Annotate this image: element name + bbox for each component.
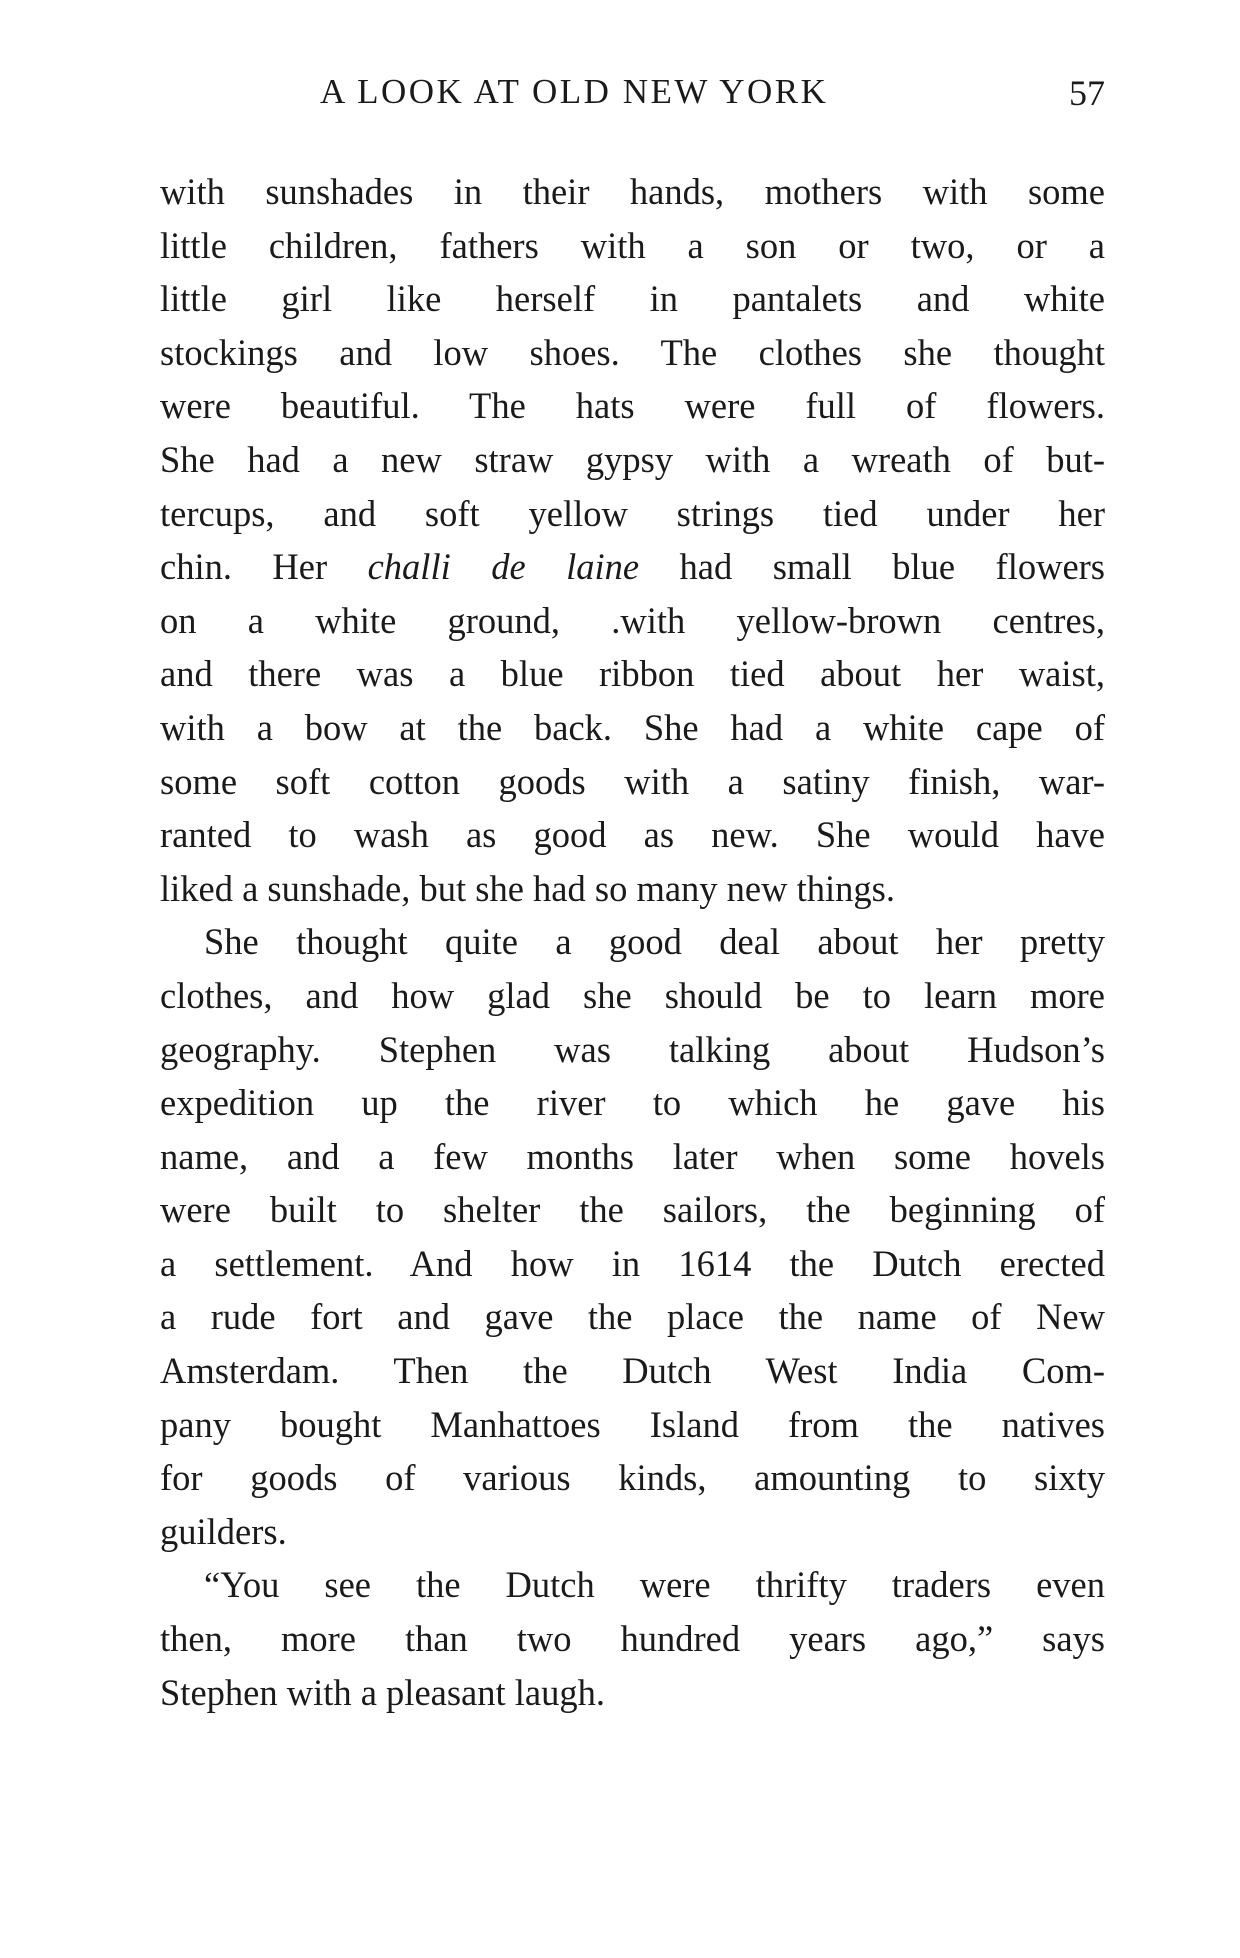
text-line: guilders.	[160, 1510, 287, 1552]
running-title: A LOOK AT OLD NEW YORK	[320, 72, 829, 111]
text-line: Stephen with a pleasant laugh.	[160, 1671, 605, 1713]
text-line: name, and a few months later when some hovels	[160, 1135, 1105, 1177]
text-fragment: chin. Her	[160, 546, 368, 588]
text-line: with sunshades in their hands, mothers with some	[160, 171, 1105, 212]
text-line: clothes, and how glad she should be to learn more	[160, 974, 1105, 1016]
page-number: 57	[1069, 73, 1105, 113]
italic-phrase: challi de laine	[367, 546, 640, 588]
text-line: and there was a blue ribbon tied about her waist,	[160, 653, 1105, 695]
text-line: She had a new straw gypsy with a wreath of but-	[160, 438, 1105, 480]
text-line	[160, 540, 1105, 594]
text-line: were built to shelter the sailors, the beginning of	[160, 1189, 1105, 1231]
body-text	[160, 165, 1105, 1719]
text-line: ranted to wash as good as new. She would have	[160, 814, 1105, 856]
text-line: were beautiful. The hats were full of flowers.	[160, 385, 1105, 427]
text-fragment: had small blue flowers	[639, 546, 1106, 588]
text-line: pany bought Manhattoes Island from the natives	[160, 1403, 1105, 1445]
text-line: She thought quite a good deal about her pretty	[204, 921, 1105, 963]
text-line: on a white ground, .with yellow-brown centres,	[160, 599, 1105, 641]
text-line: “You see the Dutch were thrifty traders even	[204, 1564, 1105, 1606]
text-line: expedition up the river to which he gave his	[160, 1082, 1105, 1124]
text-line: for goods of various kinds, amounting to sixty	[160, 1457, 1105, 1499]
text-line: geography. Stephen was talking about Hudson’s	[160, 1028, 1105, 1070]
text-line: a settlement. And how in 1614 the Dutch erected	[160, 1242, 1105, 1284]
running-head	[160, 72, 1105, 122]
text-line: liked a sunshade, but she had so many new things.	[160, 867, 895, 909]
text-line: then, more than two hundred years ago,” says	[160, 1618, 1105, 1660]
text-line: stockings and low shoes. The clothes she thought	[160, 331, 1105, 373]
text-line: tercups, and soft yellow strings tied under her	[160, 492, 1105, 534]
text-line: little girl like herself in pantalets and white	[160, 278, 1105, 320]
text-line: little children, fathers with a son or two, or a	[160, 224, 1105, 266]
text-line: a rude fort and gave the place the name of New	[160, 1296, 1105, 1338]
text-line: some soft cotton goods with a satiny finish, war-	[160, 760, 1105, 802]
text-line: Amsterdam. Then the Dutch West India Com-	[160, 1350, 1105, 1392]
text-line: with a bow at the back. She had a white cape of	[160, 706, 1105, 748]
